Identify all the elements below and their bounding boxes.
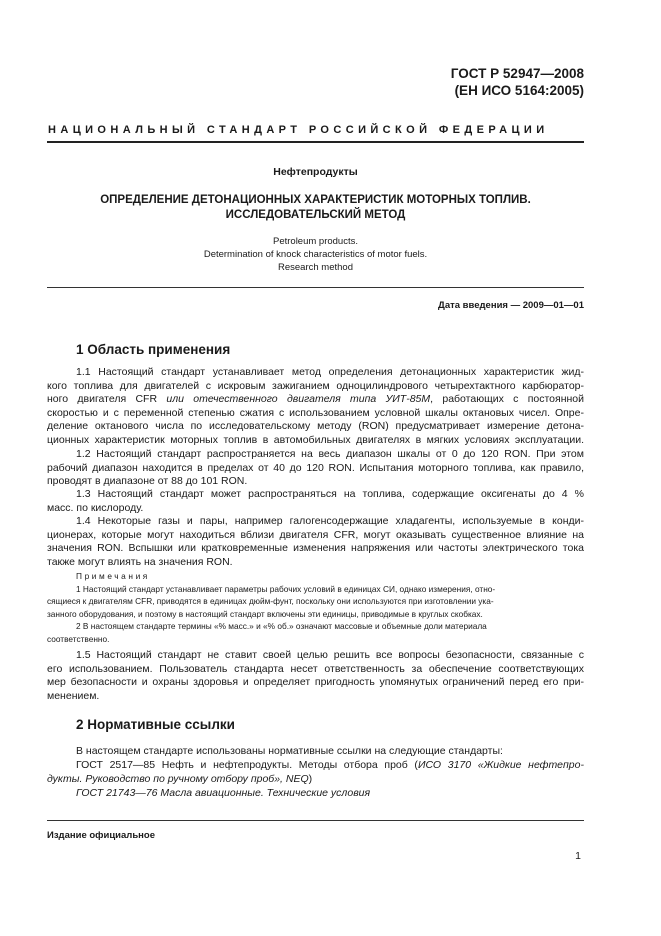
- note-line: сящиеся к двигателям CFR, приводятся в единицах дюйм-фунт, поскольку они используются при изготовлении ука-: [47, 596, 494, 606]
- italic-text: или отечественного двигателя типа УИТ-85М: [166, 393, 431, 406]
- clause-1-4: [47, 515, 584, 569]
- text-line: 1.2 Настоящий стандарт распространяется на весь диапазон шкалы от 0 до 120 RON. При этом: [76, 448, 584, 460]
- notes-block: [47, 570, 584, 645]
- edition-note: Издание официальное: [47, 830, 155, 841]
- text-line: деление октанового числа по исследовательскому методу (RON) предусматривает измерение детона-: [47, 420, 584, 433]
- title-line: ИССЛЕДОВАТЕЛЬСКИЙ МЕТОД: [225, 209, 406, 221]
- english-title: [47, 235, 584, 274]
- text-line: 1.1 Настоящий стандарт устанавливает метод определения детонационных характеристик жид-: [76, 366, 584, 378]
- text-line: 1.3 Настоящий стандарт может распространяться на топлива, содержащие оксигенаты до 4 %: [76, 488, 584, 500]
- text-line: 1.5 Настоящий стандарт не ставит своей целью решить все вопросы безопасности, связанные с: [76, 649, 584, 661]
- title-line: ОПРЕДЕЛЕНИЕ ДЕТОНАЦИОННЫХ ХАРАКТЕРИСТИК МОТОРНЫХ ТОПЛИВ.: [100, 194, 531, 206]
- introduction-date: Дата введения — 2009—01—01: [438, 300, 584, 311]
- note-line: соответственно.: [47, 633, 110, 644]
- normative-references: [47, 744, 584, 800]
- text-line: 1.4 Некоторые газы и пары, например галогенсодержащие хладагенты, используемые в конди-: [76, 515, 584, 527]
- section-heading-scope: 1 Область применения: [76, 342, 231, 357]
- text-line: менением.: [47, 689, 100, 702]
- english-title-line: Determination of knock characteristics of motor fuels.: [203, 249, 428, 260]
- clause-1-3: [47, 488, 584, 515]
- text-line: значения RON. Вспышки или кратковременные изменения напряжения или частоты электрического тока: [47, 542, 584, 555]
- english-title-line: Research method: [278, 262, 353, 273]
- standard-designation: [451, 65, 584, 99]
- clause-1-2: [47, 448, 584, 489]
- document-subject: Нефтепродукты: [273, 166, 358, 178]
- reference-gost-21743: ГОСТ 21743—76 Масла авиационные. Технические условия: [76, 787, 371, 799]
- reference-gost-2517-cont: дукты. Руководство по ручному отбору проб», NEQ): [47, 773, 313, 785]
- clause-1-1: [47, 366, 584, 448]
- text-line: также могут влиять на значения RON.: [47, 555, 233, 568]
- note-line: 1 Настоящий стандарт устанавливает параметры рабочих условий в единицах СИ, однако измерения, отно-: [76, 583, 496, 594]
- banner-rule: [47, 141, 584, 143]
- text-line: рабочий диапазон находится в пределах от 40 до 120 RON. Испытания моторного топлива, как правило,: [47, 461, 584, 474]
- text-line: мер безопасности и охраны здоровья и определяет пригодность упомянутых ограничений перед его при-: [47, 676, 584, 689]
- text-line: ционных характеристик моторных топлив в автомобильных двигателях в мягких условиях эксплуатации.: [47, 433, 584, 446]
- text-line: проводят в диапазоне от 88 до 101 RON.: [47, 475, 248, 488]
- english-title-line: Petroleum products.: [272, 236, 358, 247]
- reference-gost-2517: ГОСТ 2517—85 Нефть и нефтепродукты. Методы отбора проб (ИСО 3170 «Жидкие нефтепро-: [76, 759, 584, 771]
- references-intro: В настоящем стандарте использованы нормативные ссылки на следующие стандарты:: [76, 745, 503, 757]
- text-line: ного двигателя CFR или отечественного двигателя типа УИТ-85М, работающих с постоянной: [47, 393, 584, 406]
- footer-rule: [47, 820, 584, 821]
- text-line: скоростью и с переменной степенью сжатия с использованием условной шкалы октановых чисел. Опре-: [47, 406, 584, 419]
- notes-heading: Примечания: [76, 571, 150, 581]
- section-heading-normative-references: 2 Нормативные ссылки: [76, 717, 235, 732]
- page-number: 1: [575, 850, 581, 862]
- note-line: 2 В настоящем стандарте термины «% масс.» и «% об.» означают массовые и объемные доли материала: [76, 621, 487, 631]
- clause-1-5: [47, 649, 584, 703]
- text-line: масс. по кислороду.: [47, 501, 144, 514]
- text-line: ционерах, которые могут находиться вблизи двигателя CFR, могут оказывать существенное влияние на: [47, 528, 584, 541]
- note-line: занного оборудования, и поэтому в настоящий стандарт включены эти единицы, приводимые в круглых скобках.: [47, 608, 483, 619]
- standard-number: ГОСТ Р 52947—2008: [450, 66, 584, 81]
- document-title: [47, 193, 584, 223]
- intro-rule: [47, 287, 584, 288]
- national-standard-banner: НАЦИОНАЛЬНЫЙ СТАНДАРТ РОССИЙСКОЙ ФЕДЕРАЦИИ: [48, 124, 549, 136]
- text-line: его использованием. Пользователь стандарта несет ответственность за обеспечение соответствующих: [47, 662, 584, 675]
- text-line: кого топлива для двигателей с искровым зажиганием одноцилиндрового четырехтактного карбюратор-: [47, 379, 584, 392]
- standard-equivalent: (ЕН ИСО 5164:2005): [454, 83, 584, 98]
